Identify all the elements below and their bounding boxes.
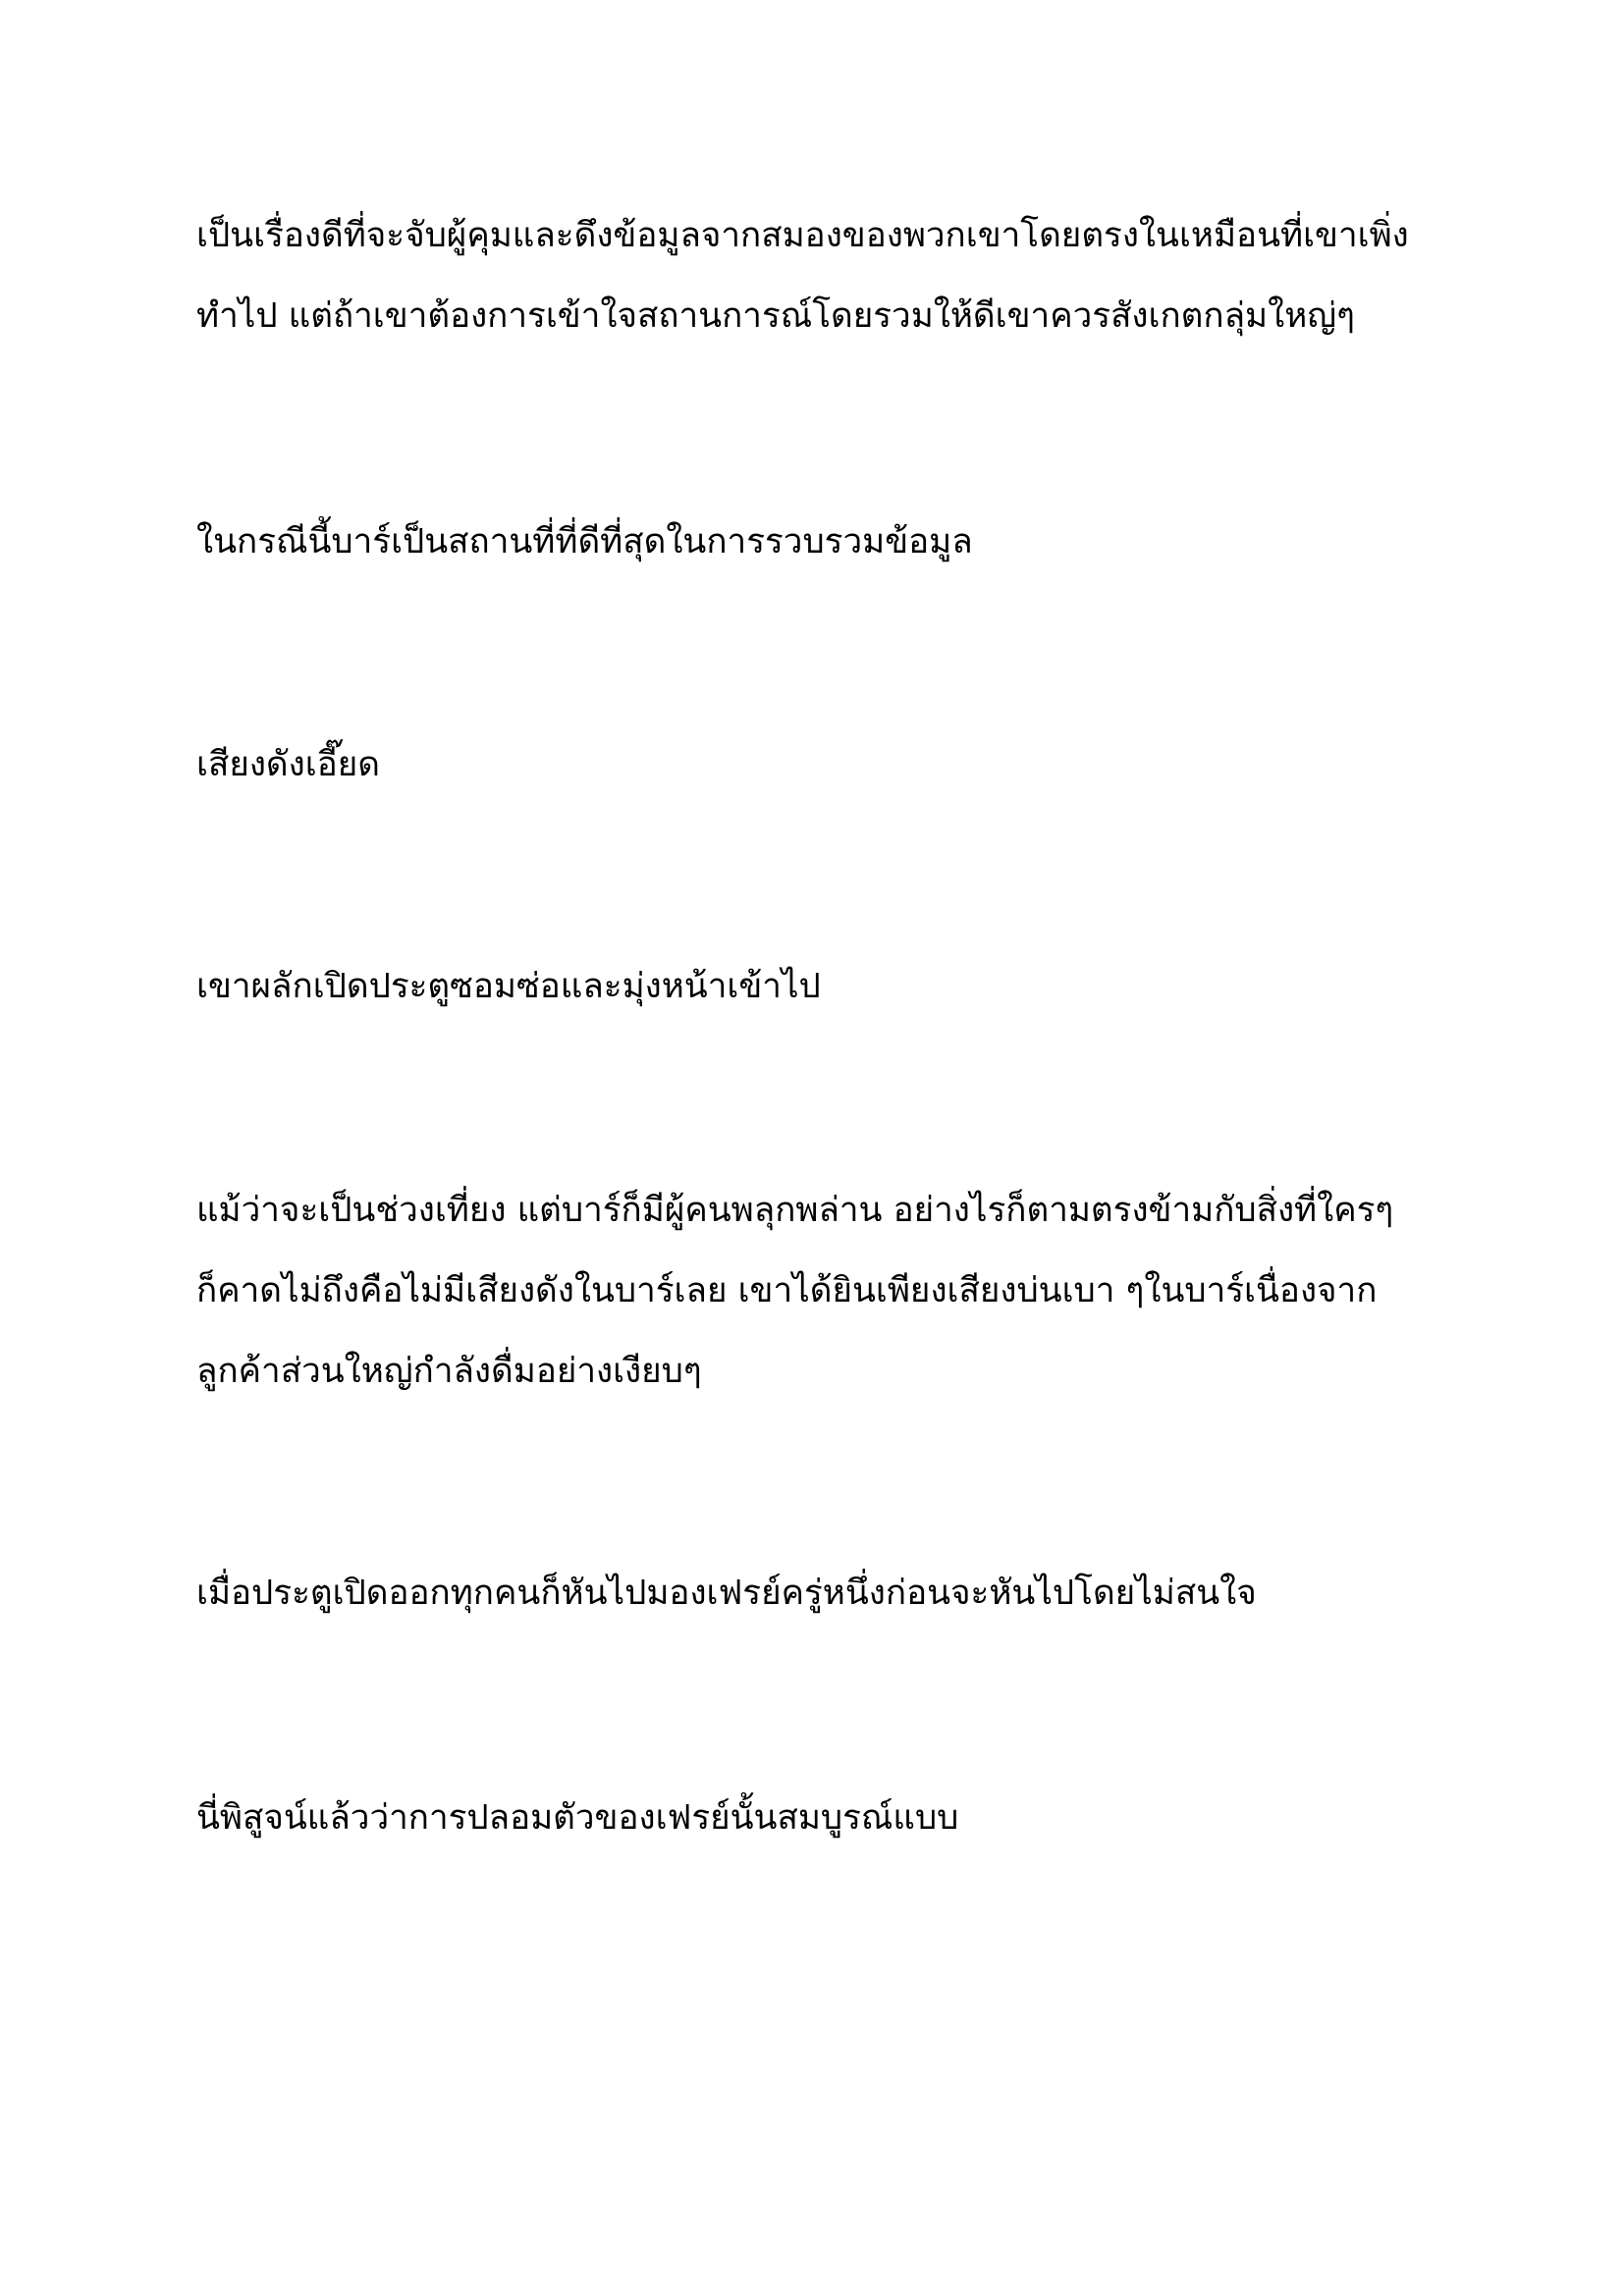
- paragraph: [196, 195, 1434, 356]
- paragraph: [196, 946, 1434, 1027]
- paragraph: [196, 1778, 1434, 1858]
- text-line: เมื่อประตูเปิดออกทุกคนก็หันไปมองเฟรย์ครู่หนึ่งก่อนจะหันไปโดยไม่สนใจ: [196, 1574, 1257, 1613]
- text-line: แม้ว่าจะเป็นช่วงเที่ยง แต่บาร์ก็มีผู้คนพลุกพล่าน อย่างไรก็ตามตรงข้ามกับสิ่งที่ใครๆ: [196, 1191, 1394, 1230]
- paragraph: [196, 724, 1434, 805]
- paragraph: [196, 1553, 1434, 1633]
- text-line: นี่พิสูจน์แล้วว่าการปลอมตัวของเฟรย์นั้นสมบูรณ์แบบ: [196, 1798, 959, 1838]
- paragraph: [196, 502, 1434, 582]
- text-line: ในกรณีนี้บาร์เป็นสถานที่ที่ดีที่สุดในการรวบรวมข้อมูล: [196, 522, 973, 561]
- text-line: เขาผลักเปิดประตูซอมซ่อและมุ่งหน้าเข้าไป: [196, 967, 821, 1006]
- text-line: เสียงดังเอี๊ยด: [196, 745, 380, 784]
- text-line: ลูกค้าส่วนใหญ่กำลังดื่มอย่างเงียบๆ: [196, 1352, 702, 1391]
- text-line: เป็นเรื่องดีที่จะจับผู้คุมและดึงข้อมูลจากสมองของพวกเขาโดยตรงในเหมือนที่เขาเพิ่ง: [196, 216, 1409, 255]
- text-line: ก็คาดไม่ถึงคือไม่มีเสียงดังในบาร์เลย เขาได้ยินเพียงเสียงบ่นเบา ๆในบาร์เนื่องจาก: [196, 1271, 1378, 1310]
- paragraph: [196, 1170, 1434, 1412]
- text-line: ทำไป แต่ถ้าเขาต้องการเข้าใจสถานการณ์โดยรวมให้ดีเขาควรสังเกตกลุ่มใหญ่ๆ: [196, 296, 1355, 336]
